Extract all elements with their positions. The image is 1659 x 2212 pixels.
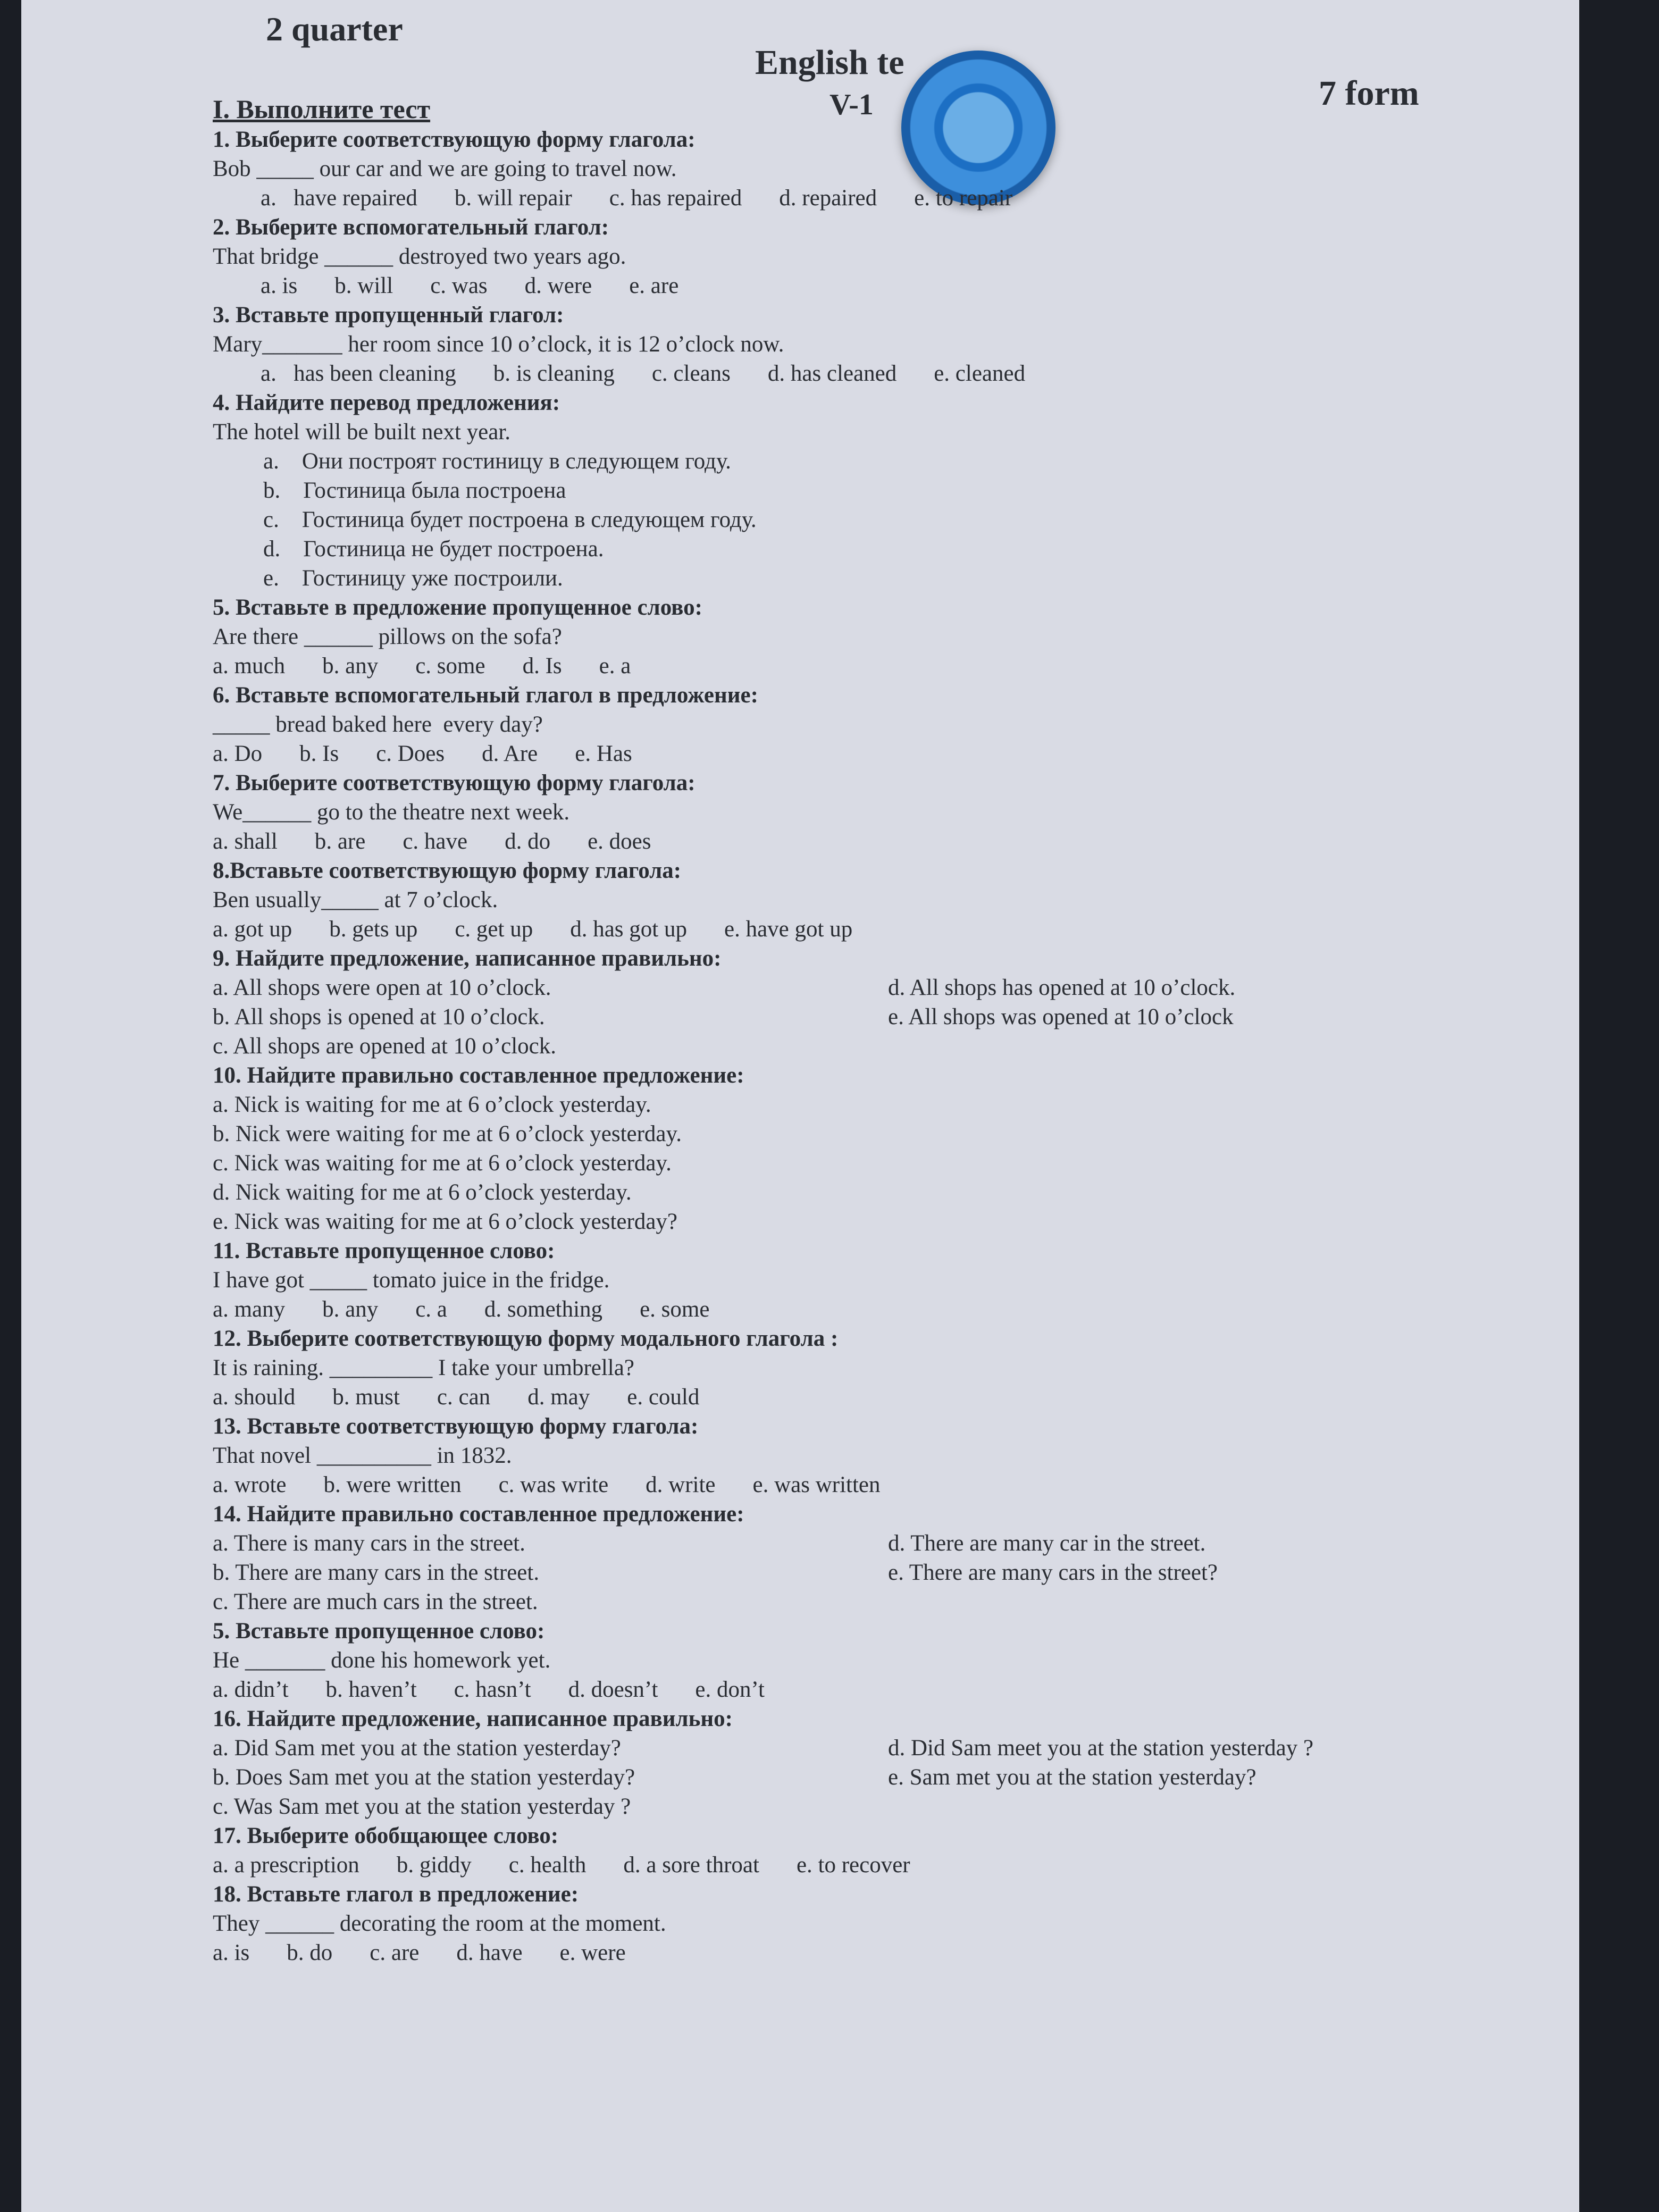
option-a: a. Nick is waiting for me at 6 o’clock yesterday.	[213, 1092, 651, 1117]
option-b: b. haven’t	[325, 1677, 417, 1702]
question-15	[213, 1616, 1382, 1704]
option-a: a. have repaired	[261, 186, 417, 211]
option-b: b. will	[334, 273, 393, 298]
answer-options	[213, 1733, 1382, 1821]
question-title: 12. Выберите соответствующую форму модального глагола :	[213, 1326, 839, 1351]
question-title: 17. Выберите обобщающее слово:	[213, 1823, 559, 1848]
question-2	[213, 213, 1382, 300]
question-13	[213, 1412, 1382, 1499]
option-d: d. something	[484, 1297, 603, 1322]
option-d: d. There are many car in the street.	[888, 1531, 1206, 1556]
option-e: e. Nick was waiting for me at 6 o’clock yesterday?	[213, 1209, 678, 1234]
form-label: 7 form	[1319, 74, 1419, 113]
question-stem: The hotel will be built next year.	[213, 420, 511, 445]
option-e: e. to repair	[914, 186, 1013, 211]
option-b: b. giddy	[396, 1853, 472, 1878]
question-stem: Bob _____ our car and we are going to travel now.	[213, 156, 677, 181]
question-7	[213, 768, 1382, 856]
option-b: b. gets up	[329, 917, 418, 942]
option-c: c. Гостиница будет построена в следующем году.	[263, 507, 757, 532]
option-c: c. has repaired	[609, 186, 742, 211]
option-c: c. health	[508, 1853, 586, 1878]
option-e: e. Гостиницу уже построили.	[263, 566, 563, 591]
option-b: b. is cleaning	[493, 361, 615, 386]
option-e: e. don’t	[695, 1677, 765, 1702]
question-18	[213, 1880, 1382, 1967]
question-stem: Ben usually_____ at 7 o’clock.	[213, 887, 498, 912]
question-1	[213, 125, 1382, 213]
quarter-label: 2 quarter	[266, 10, 403, 48]
option-a: a. a prescription	[213, 1853, 359, 1878]
question-title: 3. Вставьте пропущенный глагол:	[213, 303, 564, 328]
option-c: c. have	[403, 829, 468, 854]
option-a: a. Do	[213, 741, 263, 766]
option-c: c. are	[370, 1940, 420, 1965]
option-a: a. All shops were open at 10 o’clock.	[213, 975, 551, 1000]
question-title: 4. Найдите перевод предложения:	[213, 390, 560, 415]
option-a: a. is	[213, 1940, 250, 1965]
option-e: e. does	[588, 829, 651, 854]
option-e: e. Has	[575, 741, 632, 766]
option-e: e. cleaned	[934, 361, 1026, 386]
answer-options	[213, 1850, 1382, 1880]
question-5	[213, 593, 1382, 681]
option-b: b. There are many cars in the street.	[213, 1560, 540, 1585]
option-d: d. doesn’t	[568, 1677, 658, 1702]
option-b: b. Гостиница была построена	[263, 478, 566, 503]
option-c: c. get up	[455, 917, 533, 942]
option-c: c. some	[415, 653, 485, 678]
question-stem: _____ bread baked here every day?	[213, 712, 543, 737]
answer-options	[213, 447, 1382, 593]
option-b: b. must	[332, 1385, 400, 1410]
question-stem: That novel __________ in 1832.	[213, 1443, 512, 1468]
question-title: 11. Вставьте пропущенное слово:	[213, 1238, 555, 1263]
question-title: 1. Выберите соответствующую форму глагола:	[213, 127, 696, 152]
option-d: d. has got up	[570, 917, 687, 942]
question-stem: I have got _____ tomato juice in the fridge.	[213, 1268, 610, 1293]
question-stem: He _______ done his homework yet.	[213, 1648, 551, 1673]
answer-options	[213, 651, 1382, 681]
answer-options	[213, 1295, 1382, 1324]
question-title: 18. Вставьте глагол в предложение:	[213, 1882, 579, 1907]
question-14	[213, 1499, 1382, 1616]
option-a: a. has been cleaning	[261, 361, 456, 386]
question-12	[213, 1324, 1382, 1412]
option-d: d. do	[505, 829, 551, 854]
question-6	[213, 681, 1382, 768]
answer-options	[213, 1938, 1382, 1967]
option-d: d. Nick waiting for me at 6 o’clock yesterday.	[213, 1180, 632, 1205]
question-stem: That bridge ______ destroyed two years ago.	[213, 244, 626, 269]
answer-options	[213, 359, 1382, 388]
option-c: c. Does	[376, 741, 445, 766]
option-b: b. All shops is opened at 10 o’clock.	[213, 1004, 545, 1029]
option-e: e. There are many cars in the street?	[888, 1560, 1218, 1585]
answer-options	[213, 1470, 1382, 1499]
option-e: e. Sam met you at the station yesterday?	[888, 1765, 1256, 1790]
question-title: 6. Вставьте вспомогательный глагол в предложение:	[213, 683, 758, 708]
question-stem: Mary_______ her room since 10 o’clock, it is 12 o’clock now.	[213, 332, 784, 357]
question-3	[213, 300, 1382, 388]
option-a: a. got up	[213, 917, 292, 942]
option-c: c. was	[430, 273, 488, 298]
option-a: a. didn’t	[213, 1677, 289, 1702]
question-title: 9. Найдите предложение, написанное правильно:	[213, 946, 722, 971]
option-a: a. Они построят гостиницу в следующем году.	[263, 449, 731, 474]
option-c: c. hasn’t	[454, 1677, 531, 1702]
question-title: 2. Выберите вспомогательный глагол:	[213, 215, 609, 240]
answer-options	[213, 1529, 1382, 1616]
question-stem: Are there ______ pillows on the sofa?	[213, 624, 562, 649]
question-9	[213, 944, 1382, 1061]
option-d: d. may	[527, 1385, 590, 1410]
answer-options	[213, 827, 1382, 856]
page-title: English te	[755, 43, 904, 82]
question-10	[213, 1061, 1382, 1236]
option-e: e. was written	[752, 1472, 881, 1497]
question-4	[213, 388, 1382, 593]
option-b: b. any	[322, 653, 379, 678]
question-11	[213, 1236, 1382, 1324]
answer-options	[213, 973, 1382, 1061]
option-e: e. have got up	[724, 917, 853, 942]
option-d: d. write	[646, 1472, 716, 1497]
option-e: e. were	[559, 1940, 626, 1965]
option-a: a. Did Sam met you at the station yesterday?	[213, 1736, 621, 1761]
option-a: a. many	[213, 1297, 286, 1322]
option-b: b. Is	[299, 741, 339, 766]
answer-options	[213, 1382, 1382, 1412]
option-d: d. Гостиница не будет построена.	[263, 537, 604, 562]
question-title: 16. Найдите предложение, написанное правильно:	[213, 1706, 733, 1731]
option-b: b. Does Sam met you at the station yesterday?	[213, 1765, 635, 1790]
question-stem: We______ go to the theatre next week.	[213, 800, 570, 825]
option-d: d. have	[456, 1940, 523, 1965]
question-title: 7. Выберите соответствующую форму глагола:	[213, 770, 696, 795]
option-c: c. was write	[498, 1472, 609, 1497]
section-title: I. Выполните тест	[213, 94, 431, 124]
question-stem: It is raining. _________ I take your umbrella?	[213, 1355, 634, 1380]
option-b: b. were written	[323, 1472, 462, 1497]
option-a: a. wrote	[213, 1472, 287, 1497]
option-b: b. Nick were waiting for me at 6 o’clock yesterday.	[213, 1121, 682, 1146]
option-c: c. Nick was waiting for me at 6 o’clock yesterday.	[213, 1151, 672, 1176]
question-title: 5. Вставьте пропущенное слово:	[213, 1619, 545, 1644]
option-b: b. do	[287, 1940, 333, 1965]
option-a: a. There is many cars in the street.	[213, 1531, 525, 1556]
option-c: c. cleans	[651, 361, 731, 386]
option-d: d. All shops has opened at 10 o’clock.	[888, 975, 1236, 1000]
question-title: 13. Вставьте соответствующую форму глагола:	[213, 1414, 699, 1439]
option-e: e. some	[640, 1297, 710, 1322]
option-c: c. Was Sam met you at the station yesterday ?	[213, 1794, 631, 1819]
answer-options	[213, 1675, 1382, 1704]
option-e: e. All shops was opened at 10 o’clock	[888, 1004, 1234, 1029]
option-e: e. to recover	[796, 1853, 910, 1878]
question-8	[213, 856, 1382, 944]
option-a: a. shall	[213, 829, 278, 854]
option-a: a. much	[213, 653, 286, 678]
option-a: a. is	[261, 273, 298, 298]
question-stem: They ______ decorating the room at the moment.	[213, 1911, 666, 1936]
option-e: e. could	[627, 1385, 700, 1410]
option-e: e. a	[599, 653, 631, 678]
option-d: d. has cleaned	[767, 361, 897, 386]
answer-options	[213, 739, 1382, 768]
option-b: b. are	[314, 829, 366, 854]
option-d: d. Did Sam meet you at the station yesterday ?	[888, 1736, 1314, 1761]
option-d: d. Is	[522, 653, 562, 678]
option-d: d. Are	[482, 741, 538, 766]
test-sheet	[21, 0, 1579, 2212]
option-d: d. a sore throat	[623, 1853, 759, 1878]
option-b: b. any	[322, 1297, 379, 1322]
answer-options	[213, 271, 1382, 300]
option-d: d. repaired	[779, 186, 877, 211]
option-c: c. can	[437, 1385, 491, 1410]
option-e: e. are	[629, 273, 679, 298]
option-a: a. should	[213, 1385, 296, 1410]
option-b: b. will repair	[454, 186, 572, 211]
answer-options	[213, 915, 1382, 944]
question-title: 10. Найдите правильно составленное предложение:	[213, 1063, 744, 1088]
option-c: c. There are much cars in the street.	[213, 1589, 538, 1614]
question-title: 8.Вставьте соответствующую форму глагола:	[213, 858, 682, 883]
question-17	[213, 1821, 1382, 1880]
option-c: c. All shops are opened at 10 o’clock.	[213, 1034, 557, 1059]
option-d: d. were	[524, 273, 592, 298]
answer-options	[213, 183, 1382, 213]
question-title: 14. Найдите правильно составленное предложение:	[213, 1502, 744, 1527]
test-content	[213, 95, 1382, 1967]
question-title: 5. Вставьте в предложение пропущенное слово:	[213, 595, 702, 620]
option-c: c. a	[415, 1297, 447, 1322]
variant-label: V-1	[830, 88, 874, 121]
answer-options	[213, 1090, 1382, 1236]
question-16	[213, 1704, 1382, 1821]
